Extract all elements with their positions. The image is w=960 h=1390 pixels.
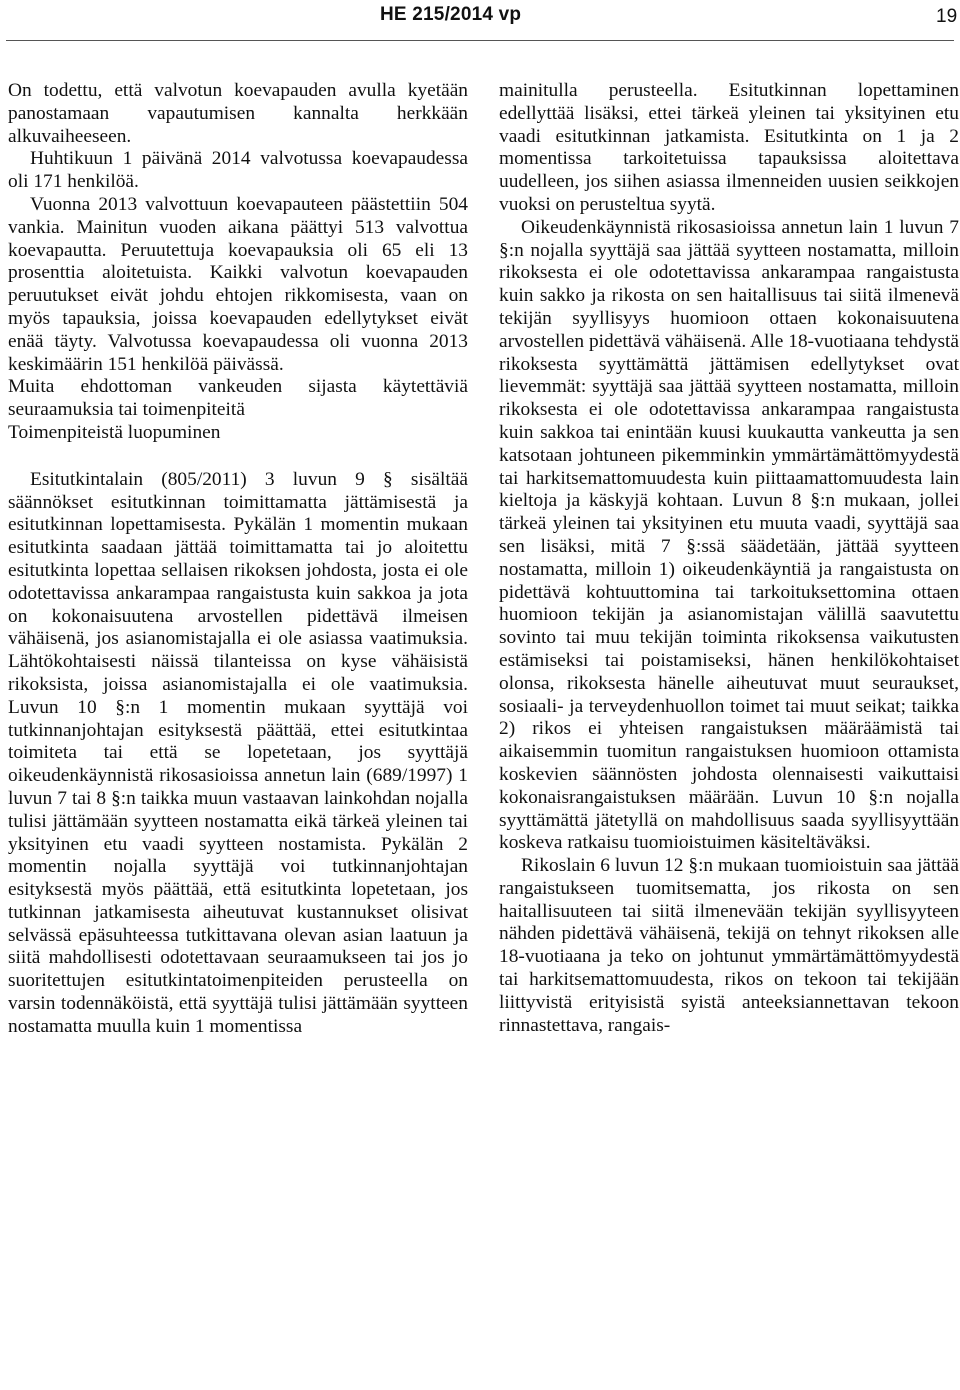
paragraph: Esitutkintalain (805/2011) 3 luvun 9 § sisältää säännökset esitutkinnan toimittamatta jättämisestä ja esitutkinnan lopettamisesta. Pykälän 1 momentin mukaan esitutkinta saadaan jättää toimittamatta tai jo aloitettu esitutkinta lopettaa sellaisen rikoksen johdosta, josta ei ole odotettavissa ankarampaa rangaistusta kuin sakkoa ja jota on kokonaisuutena arvostellen pidettävä ilmeisen vähäisenä, jos asianomistajalla ei ole asiassa vaatimuksia. Lähtökohtaisesti näissä tilanteissa on kyse vähäisistä rikoksista, joissa asianomistajalla ei ole vaatimuksia. Luvun 10 §:n 1 momentin mukaan syyttäjä voi tutkinnanjohtajan esityksestä päättää, ettei esitutkintaa toimiteta tai että se lopetetaan, jos syyttäjä oikeudenkäynnistä rikosasioissa annetun lain (689/1997) 1 luvun 7 tai 8 §:n taikka muun vastaavan lainkohdan nojalla tulisi jättämään syytteen nostamatta eikä tärkeä yleinen tai yksityinen etu vaadi syytteen nostamista. Pykälän 2 momentin nojalla syyttäjä voi tutkinnanjohtajan esityksestä myös päättää, että esitutkinta lopetetaan, jos tutkinnan jatkamisesta aiheutuvat kustannukset olisivat selvässä epäsuhteessa tutkittavana olevan asian laatuun ja siitä mahdollisesti odotettavaan seuraamukseen tai jos jo suoritettujen esitutkintatoimenpiteiden perusteella on varsin todennäköistä, että syyttäjä tulisi jättämään syytteen nostamatta muulla kuin 1 momentissa <box>8 468 468 1037</box>
paragraph: Oikeudenkäynnistä rikosasioissa annetun lain 1 luvun 7 §:n nojalla syyttäjä saa jättää syytteen nostamatta, milloin rikoksesta ei ole odotettavissa ankarampaa rangaistusta kuin sakko ja rikosta on sen haitallisuus tai siitä ilmenevä tekijän syyllisyys huomioon ottaen kokonaisuutena arvostellen pidettävä vähäisenä. Alle 18-vuotiaana tehdystä rikoksesta syyttämättä jättämisen edellytykset ovat lievemmät: syyttäjä saa jättää syytteen nostamatta, milloin rikoksesta ei ole odotettavissa ankarampaa rangaistusta kuin sakkoa tai enintään kuusi kuukautta vankeutta ja sen katsotaan johtuneen pikemminkin ymmärtämättömyydestä tai harkitsemattomuudesta kuin piittaamattomuudesta lain kieltoja ja käskyjä kohtaan. Luvun 8 §:n mukaan, jollei tärkeä yleinen tai yksityinen etu muuta vaadi, syyttäjä saa sen lisäksi, mitä 7 §:ssä säädetään, jättää syytteen nostamatta, milloin 1) oikeudenkäyntiä ja rangaistusta on pidettävä kohtuuttomina tai tarkoituksettomina ottaen huomioon tekijän ja asianomistajan välillä saavutettu sovinto tai muu tekijän toiminta rikoksensa vaikutusten estämiseksi tai poistamiseksi, hänen henkilökohtaiset olonsa, rikoksesta hänelle aiheutuvat muut seuraukset, sosiaali- ja terveydenhuollon toimet tai muut seikat; taikka 2) rikos ei yhteisen rangaistuksen määräämistä tai aikaisemmin tuomitun rangaistuksen huomioon ottamista koskevien säännösten johdosta olennaisesti vaikuttaisi kokonaisrangaistuksen määrään. Luvun 10 §:n nojalla syyttämättä jätetyllä on mahdollisuus saada syyllisyyttään koskeva ratkaisu tuomioistuimen käsiteltäväksi. <box>499 216 959 854</box>
left-column <box>8 80 468 1039</box>
section-heading: Muita ehdottoman vankeuden sijasta käytettäviä seuraamuksia tai toimenpiteitä <box>8 376 468 421</box>
paragraph: Rikoslain 6 luvun 12 §:n mukaan tuomioistuin saa jättää rangaistukseen tuomitsematta, jos rikosta on sen haitallisuuteen tai siitä ilmenevään tekijän syyllisyyteen nähden pidettävä vähäisenä, tekijä on tehnyt rikoksen alle 18-vuotiaana ja teko on johtunut ymmärtämättömyydestä tai harkitsemattomuudesta, rikos on tekoon tai tekijään liittyvistä erityisistä syistä anteeksiannettavan tekoon rinnastettava, rangais- <box>499 855 959 1036</box>
right-column <box>499 80 959 1037</box>
header-divider <box>6 40 954 41</box>
paragraph: Huhtikuun 1 päivänä 2014 valvotussa koevapaudessa oli 171 henkilöä. <box>8 148 468 193</box>
paragraph: mainitulla perusteella. Esitutkinnan lopettaminen edellyttää lisäksi, ettei tärkeä yleinen tai yksityinen etu vaadi esitutkinnan jatkamista. Esitutkinta on 1 ja 2 momentissa tarkoitetuissa tapauksissa aloitettava uudelleen, jos siihen asiassa ilmenneiden uusien seikkojen vuoksi on perusteltua syytä. <box>499 80 959 215</box>
page-header <box>0 0 960 34</box>
subsection-heading: Toimenpiteistä luopuminen <box>8 421 221 443</box>
paragraph: Vuonna 2013 valvottuun koevapauteen päästettiin 504 vankia. Mainitun vuoden aikana päättyi 513 valvottua koevapautta. Peruutettuja koevapauksia oli 65 eli 13 prosenttia aloitetuista. Kaikki valvotun koevapauden peruutukset eivät johdu ehtojen rikkomisesta, vaan on myös tapauksia, joissa koevapauden edellytykset eivät enää täyty. Valvotussa koevapaudessa oli vuonna 2013 keskimäärin 151 henkilöä päivässä. <box>8 193 468 375</box>
document-id: HE 215/2014 vp <box>380 4 522 25</box>
page-number: 19 <box>936 6 958 27</box>
paragraph: On todettu, että valvotun koevapauden avulla kyetään panostamaan vapautumisen kannalta herkkään alkuvaiheeseen. <box>8 80 468 147</box>
